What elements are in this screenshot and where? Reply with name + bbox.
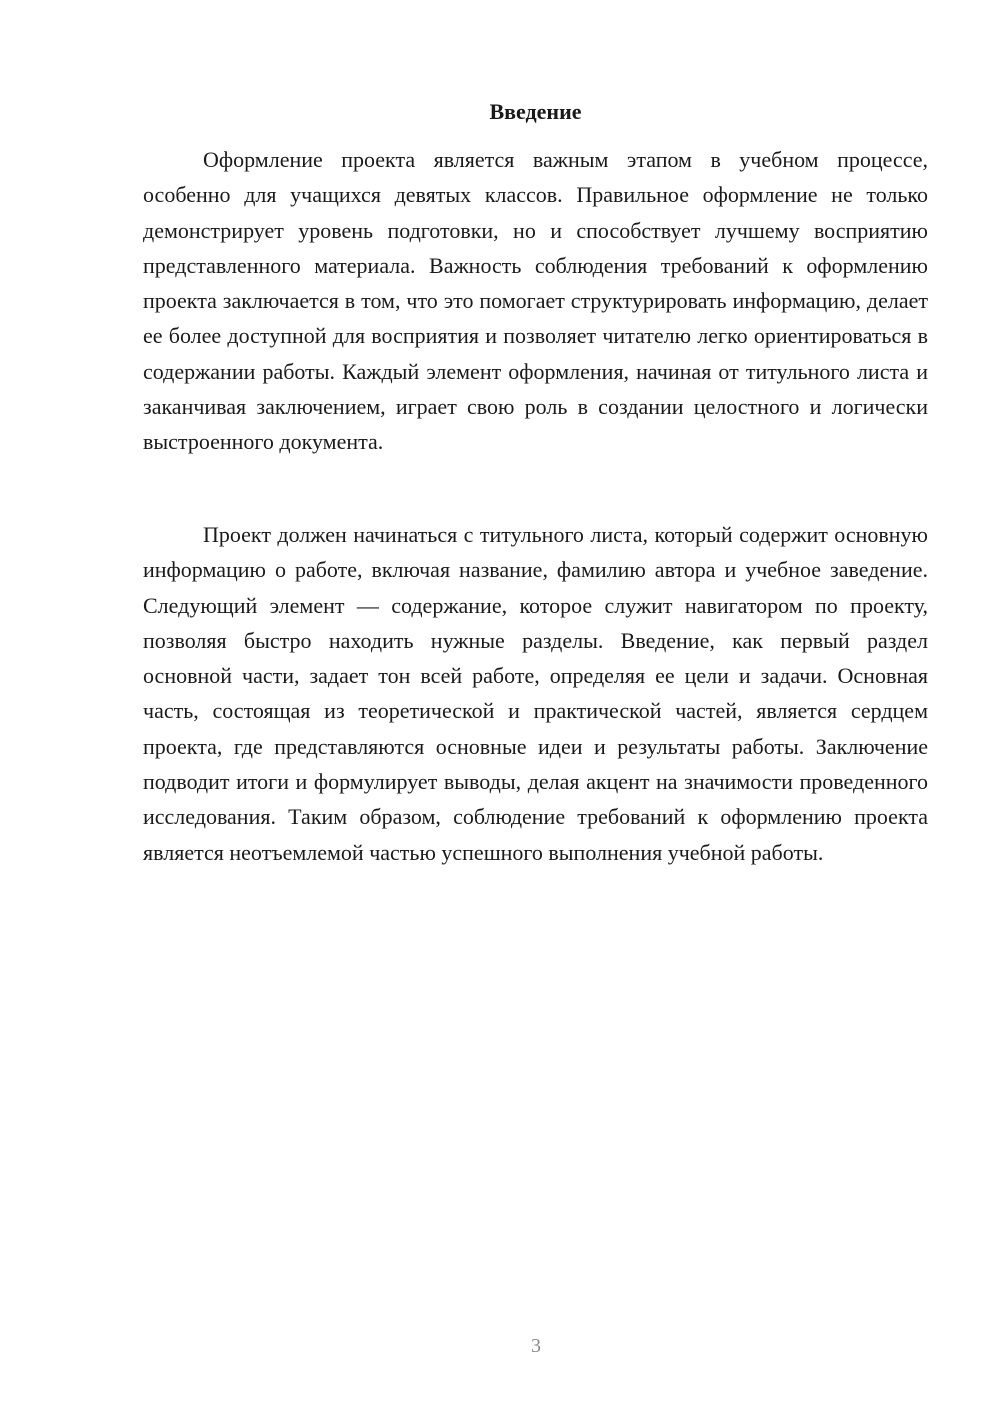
section-heading: Введение <box>489 99 582 124</box>
paragraph-1: Оформление проекта является важным этапом в учебном процессе, особенно для учащихся девятых классов. Правильное оформление не только демонстрирует уровень подготовки, но и способствует лучшему восприятию представленного материала. Важность соблюдения требований к оформлению проекта заключается в том, что это помогает структурировать информацию, делает ее более доступной для восприятия и позволяет читателю легко ориентироваться в содержании работы. Каждый элемент оформления, начиная от титульного листа и заканчивая заключением, играет свою роль в создании целостного и логически выстроенного документа. <box>143 147 928 455</box>
paragraph-2: Проект должен начинаться с титульного листа, который содержит основную информацию о работе, включая название, фамилию автора и учебное заведение. Следующий элемент — содержание, которое служит навигатором по проекту, позволяя быстро находить нужные разделы. Введение, как первый раздел основной части, задает тон всей работе, определяя ее цели и задачи. Основная часть, состоящая из теоретической и практической частей, является сердцем проекта, где представляются основные идеи и результаты работы. Заключение подводит итоги и формулирует выводы, делая акцент на значимости проведенного исследования. Таким образом, соблюдение требований к оформлению проекта является неотъемлемой частью успешного выполнения учебной работы. <box>143 522 928 865</box>
page-number: 3 <box>531 1335 541 1357</box>
